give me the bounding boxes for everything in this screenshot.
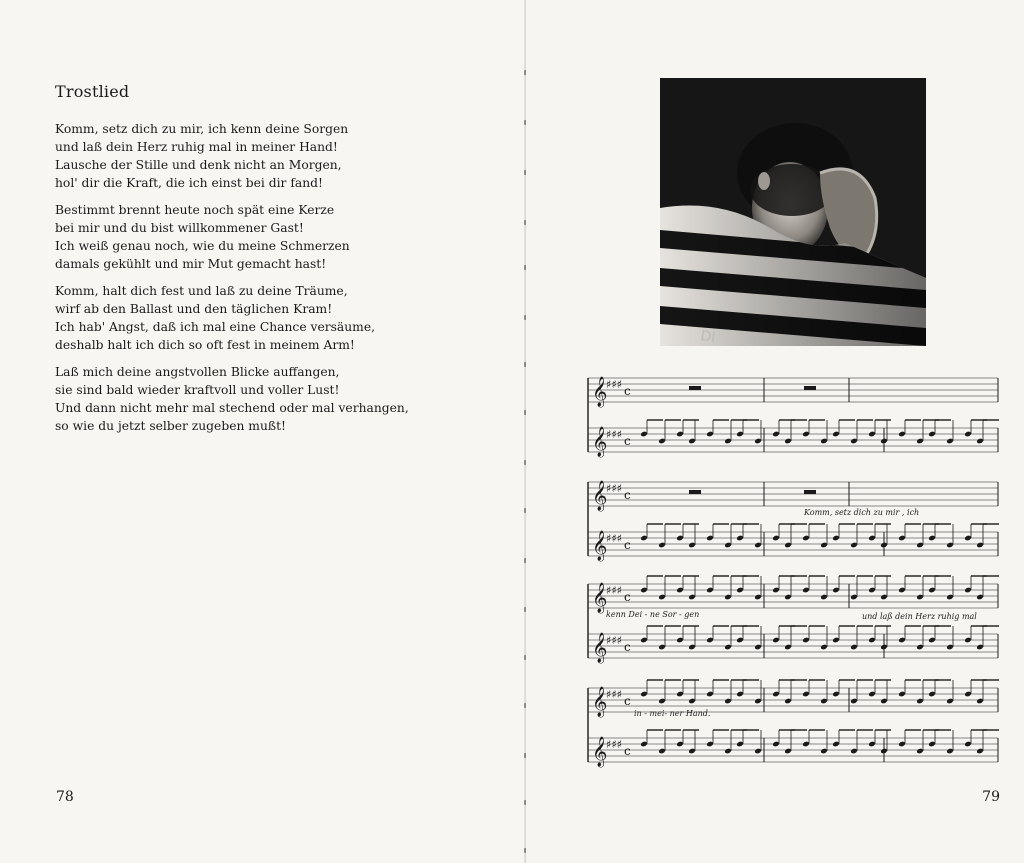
svg-text:c: c: [624, 694, 631, 708]
svg-text:♯♯♯: ♯♯♯: [606, 738, 622, 751]
stanza-2: [55, 201, 455, 273]
poem-line: und laß dein Herz ruhig mal in meiner Hand!: [55, 140, 338, 154]
svg-text:♯♯♯: ♯♯♯: [606, 378, 622, 391]
poem-line: Und dann nicht mehr mal stechend oder mal verhangen,: [55, 401, 409, 415]
music-staves: [584, 370, 1004, 780]
svg-text:𝄞: 𝄞: [592, 737, 608, 767]
poem-line: Ich weiß genau noch, wie du meine Schmerzen: [55, 239, 350, 253]
svg-text:c: c: [624, 488, 631, 502]
poem-line: Laß mich deine angstvollen Blicke auffangen,: [55, 365, 340, 379]
svg-text:𝄞: 𝄞: [592, 531, 608, 561]
poem-line: Komm, halt dich fest und laß zu deine Träume,: [55, 284, 348, 298]
shirt-text: DI: [699, 328, 717, 346]
svg-text:𝄞: 𝄞: [592, 633, 608, 663]
poem-line: Ich hab' Angst, daß ich mal eine Chance versäume,: [55, 320, 376, 334]
portrait-photo: [660, 78, 926, 346]
poem-line: deshalb halt ich dich so oft fest in meinem Arm!: [55, 338, 355, 352]
poem-line: wirf ab den Ballast und den täglichen Kram!: [55, 302, 333, 316]
svg-text:♯♯♯: ♯♯♯: [606, 634, 622, 647]
svg-text:c: c: [624, 590, 631, 604]
sheet-music: [584, 370, 1004, 780]
poem-line: sie sind bald wieder kraftvoll und voller Lust!: [55, 383, 340, 397]
poem-line: hol' dir die Kraft, die ich einst bei dir fand!: [55, 176, 323, 190]
svg-text:c: c: [624, 744, 631, 758]
svg-text:♯♯♯: ♯♯♯: [606, 482, 622, 495]
svg-text:𝄞: 𝄞: [592, 481, 608, 511]
svg-text:♯♯♯: ♯♯♯: [606, 428, 622, 441]
svg-text:c: c: [624, 434, 631, 448]
svg-text:♯♯♯: ♯♯♯: [606, 584, 622, 597]
page-number-left: 78: [56, 789, 74, 805]
svg-text:c: c: [624, 384, 631, 398]
lyrics-line-2b: und laß dein Herz ruhig mal: [862, 612, 977, 621]
poem-text: [55, 120, 455, 444]
page-number-right: 79: [982, 789, 1000, 805]
poem-line: Lausche der Stille und denk nicht an Morgen,: [55, 158, 342, 172]
photo-illustration: [660, 78, 926, 346]
stanza-1: [55, 120, 455, 192]
stanza-3: [55, 282, 455, 354]
poem-line: so wie du jetzt selber zugeben mußt!: [55, 419, 286, 433]
poem-title: Trostlied: [55, 82, 130, 101]
svg-text:♯♯♯: ♯♯♯: [606, 688, 622, 701]
svg-text:𝄞: 𝄞: [592, 377, 608, 407]
stanza-4: [55, 363, 455, 435]
svg-text:c: c: [624, 538, 631, 552]
svg-text:𝄞: 𝄞: [592, 583, 608, 613]
lyrics-line-3: in - mei- ner Hand.: [634, 709, 711, 718]
svg-text:𝄞: 𝄞: [592, 427, 608, 457]
poem-line: Komm, setz dich zu mir, ich kenn deine Sorgen: [55, 122, 349, 136]
poem-line: damals gekühlt und mir Mut gemacht hast!: [55, 257, 327, 271]
lyrics-line-1: Komm, setz dich zu mir , ich: [804, 508, 920, 517]
lyrics-line-2a: kenn Dei - ne Sor - gen: [606, 610, 700, 619]
svg-text:𝄞: 𝄞: [592, 687, 608, 717]
svg-text:c: c: [624, 640, 631, 654]
poem-line: Bestimmt brennt heute noch spät eine Kerze: [55, 203, 335, 217]
svg-text:♯♯♯: ♯♯♯: [606, 532, 622, 545]
poem-line: bei mir und du bist willkommener Gast!: [55, 221, 304, 235]
